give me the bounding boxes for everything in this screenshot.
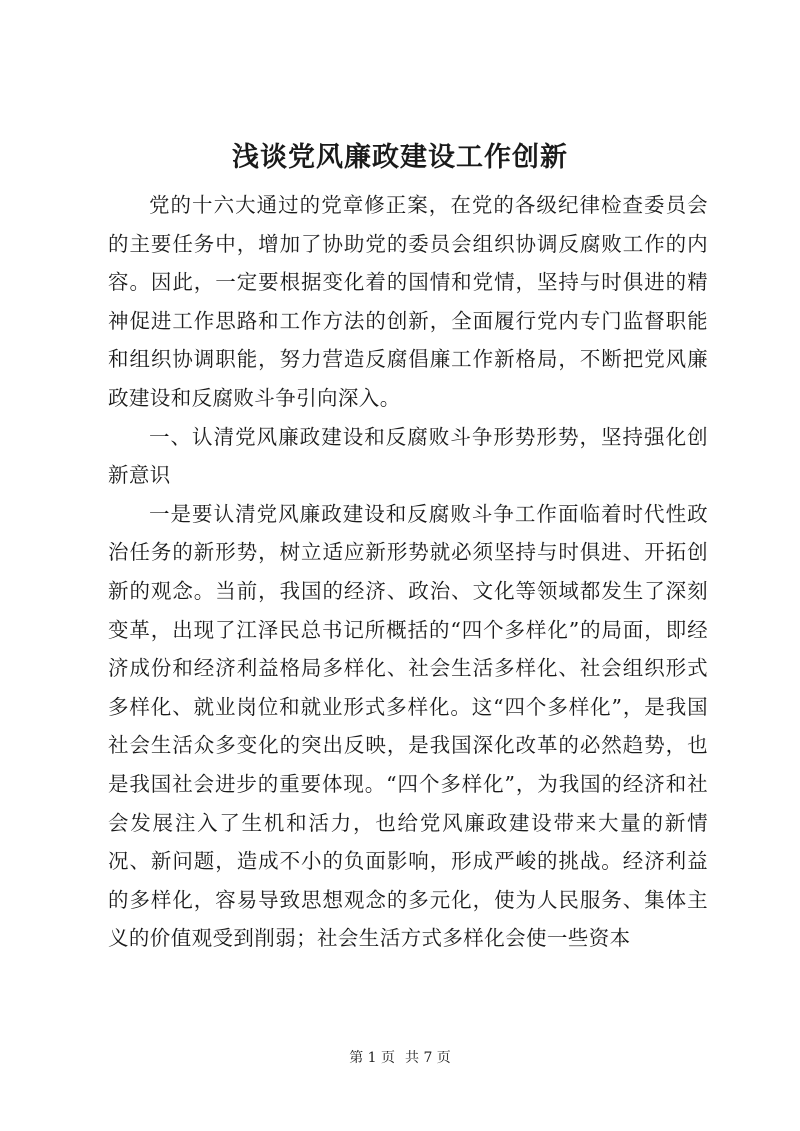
document-body xyxy=(108,186,708,958)
paragraph-point-one: 一是要认清党风廉政建设和反腐败斗争工作面临着时代性政治任务的新形势，树立适应新形势就必须坚持与时俱进、开拓创新的观念。当前，我国的经济、政治、文化等领域都发生了深刻变革，出现了江泽民总书记所概括的“四个多样化”的局面，即经济成份和经济利益格局多样化、社会生活多样化、社会组织形式多样化、就业岗位和就业形式多样化。这“四个多样化”，是我国社会生活众多变化的突出反映，是我国深化改革的必然趋势，也是我国社会进步的重要体现。“四个多样化”，为我国的经济和社会发展注入了生机和活力，也给党风廉政建设带来大量的新情况、新问题，造成不小的负面影响，形成严峻的挑战。经济利益的多样化，容易导致思想观念的多元化，使为人民服务、集体主义的价值观受到削弱；社会生活方式多样化会使一些资本 xyxy=(108,501,708,951)
page-footer xyxy=(0,1048,800,1068)
paragraph-section-heading: 一、认清党风廉政建设和反腐败斗争形势形势，坚持强化创新意识 xyxy=(108,424,708,488)
page-title: 浅谈党风廉政建设工作创新 xyxy=(232,142,568,173)
page-number: 第 1 页 xyxy=(349,1050,395,1066)
paragraph-intro: 党的十六大通过的党章修正案，在党的各级纪律检查委员会的主要任务中，增加了协助党的委员会组织协调反腐败工作的内容。因此，一定要根据变化着的国情和党情，坚持与时俱进的精神促进工作思路和工作方法的创新，全面履行党内专门监督职能和组织协调职能，努力营造反腐倡廉工作新格局，不断把党风廉政建设和反腐败斗争引向深入。 xyxy=(108,193,708,410)
page-total: 共 7 页 xyxy=(405,1050,451,1066)
